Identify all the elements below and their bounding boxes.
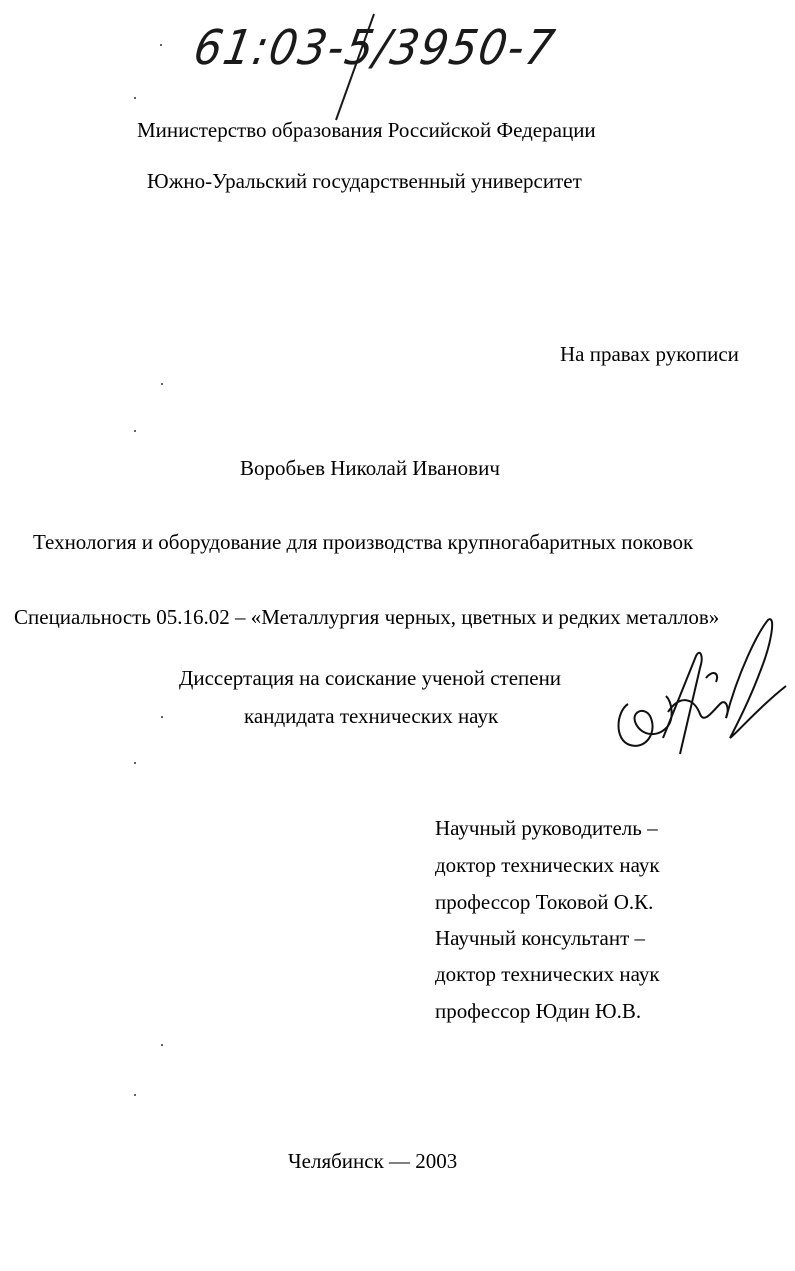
scan-speck — [134, 1094, 136, 1096]
archive-slash-stroke — [330, 12, 380, 122]
dissertation-degree-line1: Диссертация на соискание ученой степени — [179, 666, 562, 690]
archive-number-handwritten: 61:03-5/3950-7 — [189, 20, 560, 76]
scan-speck — [134, 430, 136, 432]
dissertation-degree-line2: кандидата технических наук — [244, 704, 499, 728]
supervisor-name: профессор Токовой О.К. — [435, 890, 654, 914]
supervisor-label: Научный руководитель – — [435, 816, 658, 840]
dissertation-title: Технология и оборудование для производства крупногабаритных поковок — [33, 530, 694, 554]
city-year: Челябинск — 2003 — [288, 1149, 458, 1173]
specialty-line: Специальность 05.16.02 – «Металлургия черных, цветных и редких металлов» — [14, 605, 720, 629]
scan-speck — [161, 1044, 163, 1046]
scan-speck — [161, 383, 163, 385]
university-heading: Южно-Уральский государственный университет — [147, 169, 582, 193]
supervisor-degree: доктор технических наук — [435, 853, 660, 877]
scan-speck — [134, 97, 136, 99]
ministry-heading: Министерство образования Российской Федерации — [137, 118, 596, 142]
consultant-degree: доктор технических наук — [435, 962, 660, 986]
author-signature — [608, 612, 793, 762]
manuscript-rights-note: На правах рукописи — [560, 342, 739, 366]
scan-speck — [134, 762, 136, 764]
consultant-name: профессор Юдин Ю.В. — [435, 999, 642, 1023]
scan-speck — [160, 44, 162, 46]
scan-speck — [161, 716, 163, 718]
author-name: Воробьев Николай Иванович — [240, 456, 500, 480]
consultant-label: Научный консультант – — [435, 926, 645, 950]
